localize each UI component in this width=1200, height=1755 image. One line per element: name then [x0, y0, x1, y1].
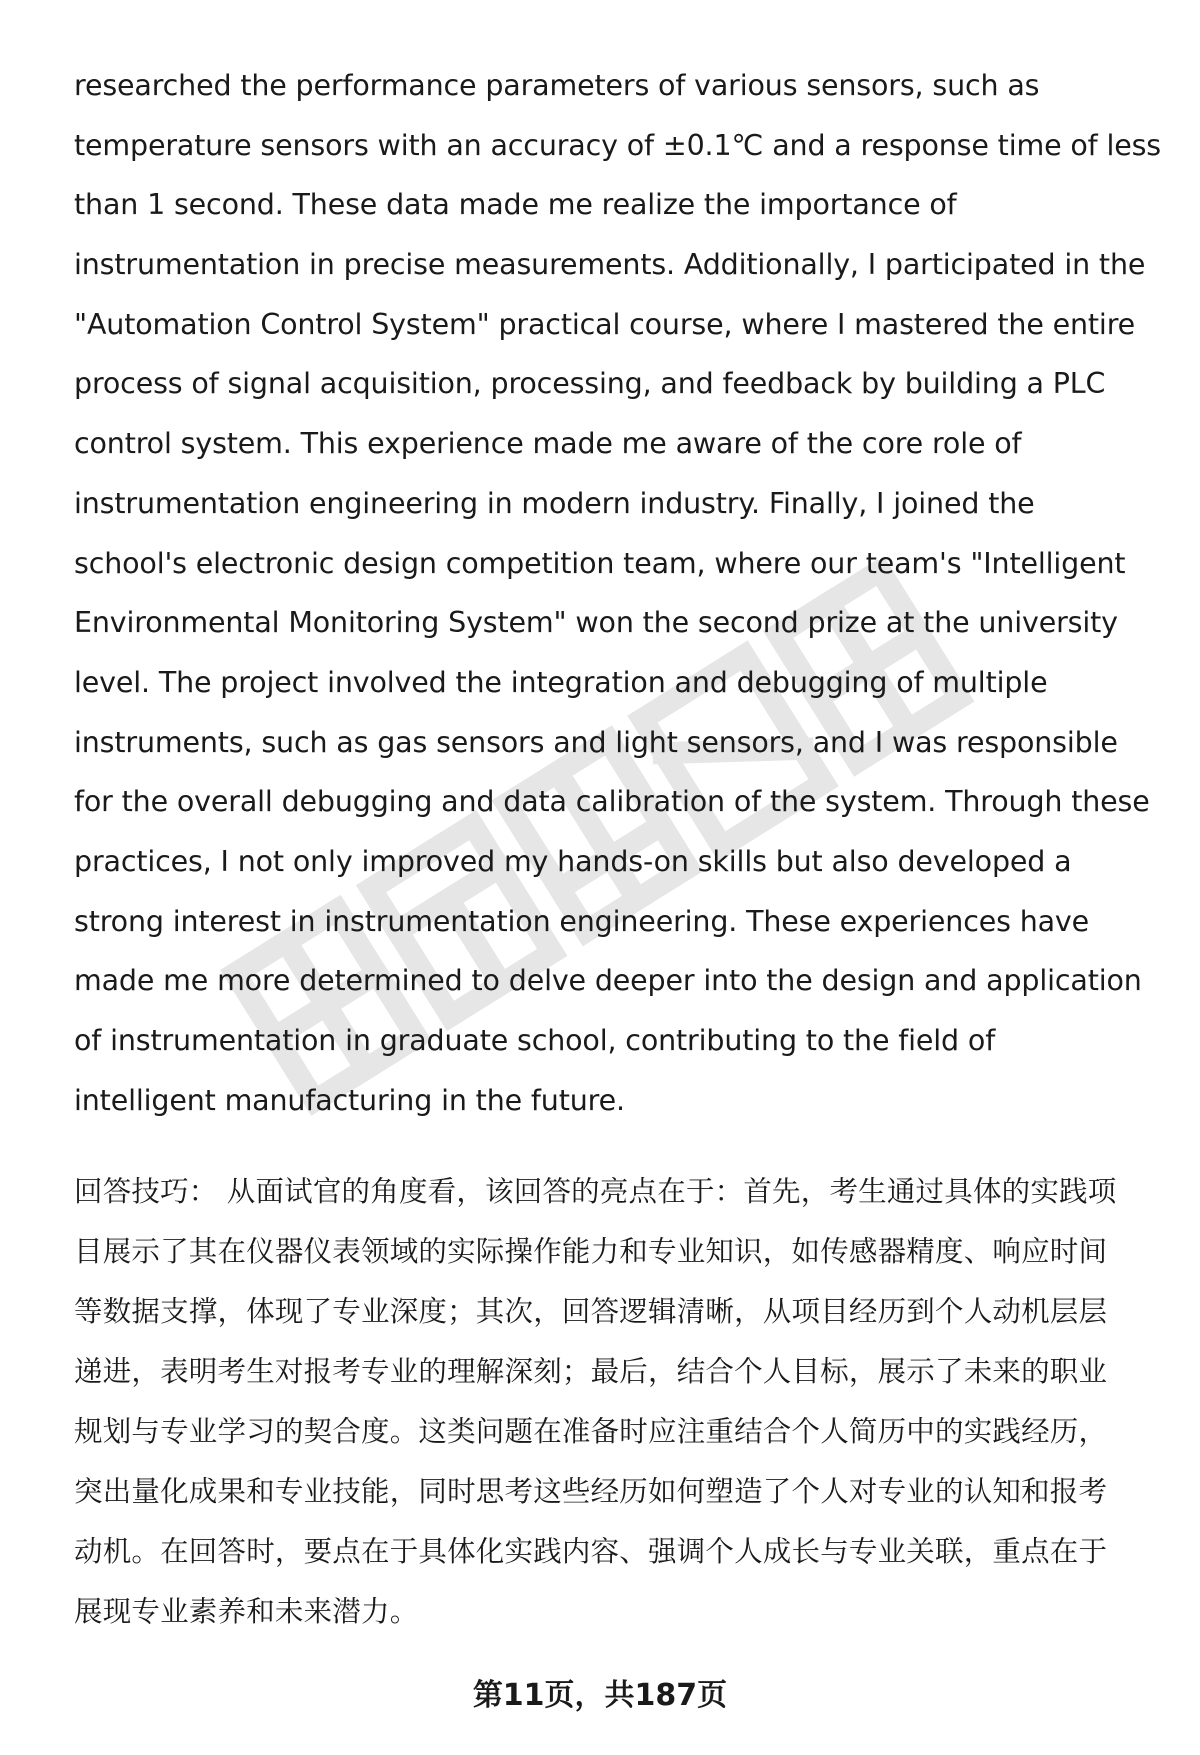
body-line: of instrumentation in graduate school, contributing to the field of [74, 1024, 996, 1057]
body-line: control system. This experience made me aware of the core role of [74, 427, 1022, 461]
body-line: temperature sensors with an accuracy of ±0.1℃ and a response time of less [74, 128, 1161, 162]
tips-line: 动机。在回答时，要点在于具体化实践内容、强调个人成长与专业关联，重点在于 [74, 1535, 1108, 1568]
tips-line: 等数据支撑，体现了专业深度；其次，回答逻辑清晰，从项目经历到个人动机层层 [74, 1295, 1108, 1328]
body-line: school's electronic design competition team, where our team's "Intelligent [74, 546, 1126, 580]
answer-body [74, 56, 1164, 1130]
body-line: than 1 second. These data made me realize the importance of [74, 188, 957, 222]
body-line: strong interest in instrumentation engineering. These experiences have [74, 904, 1090, 938]
body-line: practices, I not only improved my hands-on skills but also developed a [74, 844, 1072, 878]
tips-line: 展现专业素养和未来潜力。 [74, 1595, 419, 1628]
body-line: instrumentation engineering in modern industry. Finally, I joined the [74, 486, 1035, 520]
tips-line: 规划与专业学习的契合度。这类问题在准备时应注重结合个人简历中的实践经历， [74, 1415, 1108, 1448]
body-line: Environmental Monitoring System" won the second prize at the university [74, 606, 1118, 640]
tips-line: 回答技巧： 从面试官的角度看，该回答的亮点在于：首先，考生通过具体的实践项 [74, 1175, 1117, 1208]
tips-line: 递进，表明考生对报考专业的理解深刻；最后，结合个人目标，展示了未来的职业 [74, 1355, 1108, 1388]
answer-tips [74, 1162, 1164, 1642]
body-line: made me more determined to delve deeper into the design and application [74, 964, 1142, 998]
body-line: for the overall debugging and data calibration of the system. Through these [74, 785, 1150, 819]
tips-line: 突出量化成果和专业技能，同时思考这些经历如何塑造了个人对专业的认知和报考 [74, 1475, 1108, 1508]
body-line: process of signal acquisition, processing, and feedback by building a PLC [74, 367, 1106, 401]
body-line: researched the performance parameters of various sensors, such as [74, 69, 1040, 102]
body-line: instruments, such as gas sensors and light sensors, and I was responsible [74, 725, 1118, 759]
body-line: intelligent manufacturing in the future. [74, 1083, 625, 1117]
body-line: level. The project involved the integration and debugging of multiple [74, 665, 1048, 699]
body-line: "Automation Control System" practical course, where I mastered the entire [74, 307, 1136, 341]
tips-line: 目展示了其在仪器仪表领域的实际操作能力和专业知识，如传感器精度、响应时间 [74, 1235, 1108, 1268]
body-line: instrumentation in precise measurements. Additionally, I participated in the [74, 248, 1146, 282]
page-number: 第11页，共187页 [472, 1678, 728, 1713]
